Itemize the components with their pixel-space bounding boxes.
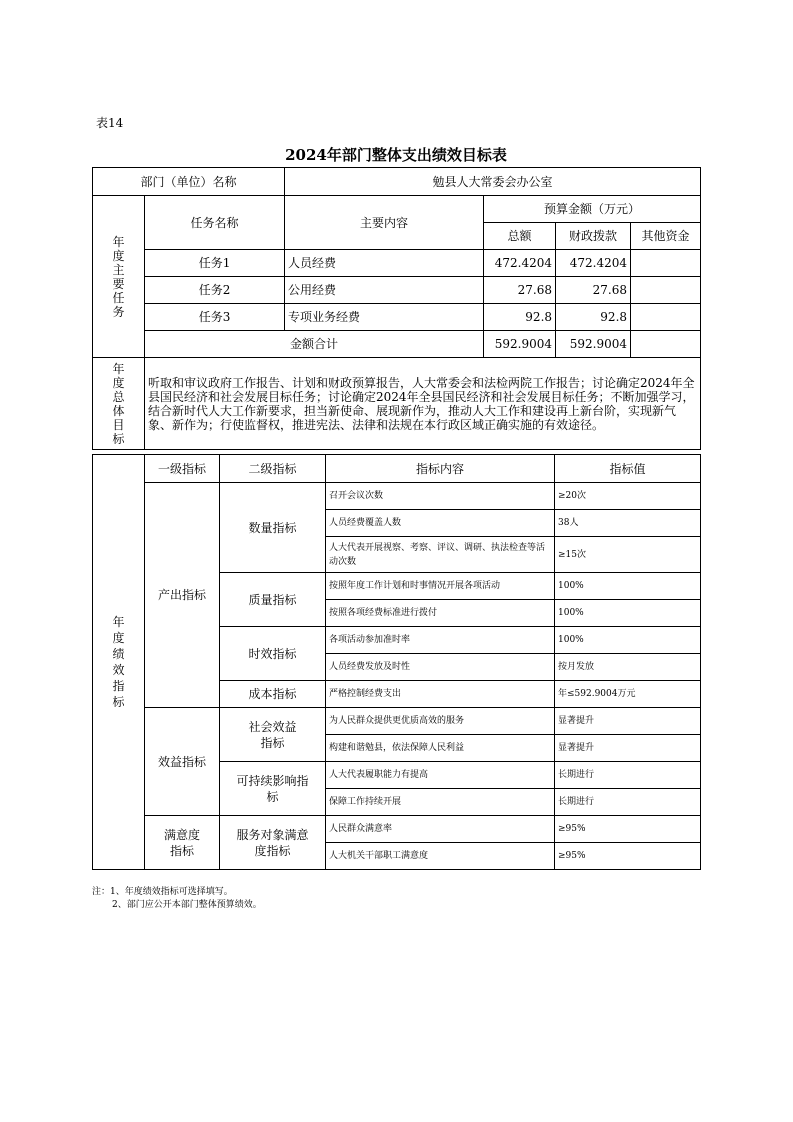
indicator-value: 长期进行 <box>555 789 701 816</box>
task-name: 任务1 <box>145 250 285 277</box>
timeliness-indicator-label: 时效指标 <box>220 627 326 681</box>
indicator-value: ≥20次 <box>555 483 701 510</box>
task-content: 专项业务经费 <box>285 304 484 331</box>
output-indicator-label: 产出指标 <box>145 483 220 708</box>
sum-row <box>93 331 701 358</box>
other-header: 其他资金 <box>631 223 701 250</box>
footnote-2: 2、部门应公开本部门整体预算绩效。 <box>112 900 262 910</box>
task-total: 27.68 <box>484 277 556 304</box>
task-row <box>93 277 701 304</box>
task-total: 92.8 <box>484 304 556 331</box>
table-number: 表14 <box>96 116 124 130</box>
task-fiscal: 92.8 <box>556 304 631 331</box>
task-name: 任务2 <box>145 277 285 304</box>
service-satisfaction-label: 服务对象满意度指标 <box>220 816 326 870</box>
perf-section-label: 年度绩效指标 <box>93 455 145 870</box>
task-total: 472.4204 <box>484 250 556 277</box>
task-content-header: 主要内容 <box>285 196 484 250</box>
task-other <box>631 304 701 331</box>
level1-header: 一级指标 <box>145 455 220 483</box>
indicator-content: 人员经费覆盖人数 <box>326 510 555 537</box>
indicator-value: 100% <box>555 627 701 654</box>
indicator-content: 保障工作持续开展 <box>326 789 555 816</box>
value-header: 指标值 <box>555 455 701 483</box>
indicator-content: 召开会议次数 <box>326 483 555 510</box>
sum-total: 592.9004 <box>484 331 556 358</box>
indicator-value: 38人 <box>555 510 701 537</box>
fiscal-header: 财政拨款 <box>556 223 631 250</box>
cost-indicator-label: 成本指标 <box>220 681 326 708</box>
social-benefit-label: 社会效益指标 <box>220 708 326 762</box>
content-header: 指标内容 <box>326 455 555 483</box>
indicator-value: 按月发放 <box>555 654 701 681</box>
quantity-indicator-label: 数量指标 <box>220 483 326 573</box>
indicator-value: ≥95% <box>555 843 701 870</box>
footnote-1: 注：1、年度绩效指标可选择填写。 <box>92 887 233 897</box>
dept-name-value: 勉县人大常委会办公室 <box>285 168 701 196</box>
performance-table <box>92 454 701 870</box>
indicator-value: ≥95% <box>555 816 701 843</box>
indicator-content: 人民群众满意率 <box>326 816 555 843</box>
indicator-content: 按照年度工作计划和时事情况开展各项活动 <box>326 573 555 600</box>
indicator-value: 100% <box>555 600 701 627</box>
indicator-content: 各项活动参加准时率 <box>326 627 555 654</box>
main-table <box>92 167 701 450</box>
task-name: 任务3 <box>145 304 285 331</box>
indicator-value: 显著提升 <box>555 708 701 735</box>
satisfaction-indicator-label: 满意度指标 <box>145 816 220 870</box>
indicator-content: 人大代表履职能力有提高 <box>326 762 555 789</box>
task-content: 公用经费 <box>285 277 484 304</box>
indicator-content: 人大代表开展视察、考察、评议、调研、执法检查等活动次数 <box>326 537 555 573</box>
tasks-section-label: 年度主要任务 <box>93 196 145 358</box>
goal-text: 听取和审议政府工作报告、计划和财政预算报告，人大常委会和法检两院工作报告；讨论确定2024年全县国民经济和社会发展目标任务；讨论确定2024年全县国民经济和社会发展目标任务；不断加强学习，结合新时代人大工作新要求，担当新使命、展现新作为，推动人大工作和建设再上新台阶，实现新气象、新作为；行使监督权，推进宪法、法律和法规在本行政区域正确实施的有效途径。 <box>145 358 701 450</box>
quality-indicator-label: 质量指标 <box>220 573 326 627</box>
indicator-value: 年≤592.9004万元 <box>555 681 701 708</box>
sum-fiscal: 592.9004 <box>556 331 631 358</box>
indicator-content: 为人民群众提供更优质高效的服务 <box>326 708 555 735</box>
task-other <box>631 250 701 277</box>
task-other <box>631 277 701 304</box>
sum-other <box>631 331 701 358</box>
indicator-content: 构建和谐勉县，依法保障人民利益 <box>326 735 555 762</box>
budget-header: 预算金额（万元） <box>484 196 701 223</box>
benefit-indicator-label: 效益指标 <box>145 708 220 816</box>
sum-label: 金额合计 <box>145 331 484 358</box>
task-name-header: 任务名称 <box>145 196 285 250</box>
indicator-value: 100% <box>555 573 701 600</box>
task-row <box>93 304 701 331</box>
sustainable-impact-label: 可持续影响指标 <box>220 762 326 816</box>
task-fiscal: 472.4204 <box>556 250 631 277</box>
page-title: 2024年部门整体支出绩效目标表 <box>285 146 507 164</box>
footnotes <box>92 886 262 912</box>
indicator-content: 严格控制经费支出 <box>326 681 555 708</box>
task-content: 人员经费 <box>285 250 484 277</box>
indicator-content: 按照各项经费标准进行拨付 <box>326 600 555 627</box>
goal-label: 年度总体目标 <box>93 358 145 450</box>
indicator-value: 长期进行 <box>555 762 701 789</box>
indicator-content: 人员经费发放及时性 <box>326 654 555 681</box>
indicator-content: 人大机关干部职工满意度 <box>326 843 555 870</box>
total-header: 总额 <box>484 223 556 250</box>
level2-header: 二级指标 <box>220 455 326 483</box>
indicator-value: ≥15次 <box>555 537 701 573</box>
task-fiscal: 27.68 <box>556 277 631 304</box>
task-row <box>93 250 701 277</box>
dept-name-label: 部门（单位）名称 <box>93 168 285 196</box>
indicator-value: 显著提升 <box>555 735 701 762</box>
